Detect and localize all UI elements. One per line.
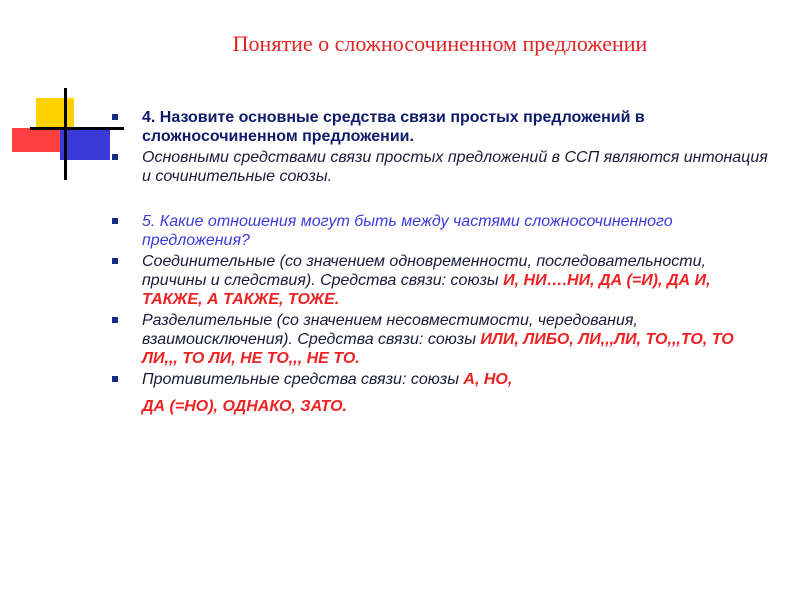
bullet-icon	[112, 376, 118, 382]
connective-text: Соединительные (со значением одновременности, последовательности, причины и следствия). Средства связи: союзы	[142, 253, 706, 289]
decor-vertical-line	[64, 88, 67, 180]
bullet-icon	[112, 317, 118, 323]
adversative-continuation	[112, 397, 772, 416]
list-item-q4-question	[112, 108, 772, 146]
disjunctive-conjunctions: ИЛИ, ЛИБО, ЛИ,,,ЛИ, ТО,,,ТО, ТО ЛИ,,, ТО ЛИ, НЕ ТО,,, НЕ ТО.	[142, 331, 734, 367]
q5-question: 5. Какие отношения могут быть между частями сложносочиненного предложения?	[142, 213, 673, 249]
list-item-adversative	[112, 370, 772, 389]
q4-answer: Основными средствами связи простых предложений в ССП являются интонация и сочинительные союзы.	[142, 149, 768, 185]
q4-question: 4. Назовите основные средства связи простых предложений в сложносочиненном предложении.	[142, 109, 645, 145]
spacer	[112, 186, 772, 212]
slide-content	[112, 108, 772, 416]
bullet-icon	[112, 218, 118, 224]
adversative-conjunctions-continued: ДА (=НО), ОДНАКО, ЗАТО.	[142, 398, 347, 415]
bullet-icon	[112, 154, 118, 160]
adversative-paragraph	[142, 370, 772, 389]
list-item-disjunctive	[112, 311, 772, 368]
bullet-icon	[112, 258, 118, 264]
disjunctive-paragraph	[142, 311, 772, 368]
adversative-text: Противительные средства связи: союзы	[142, 371, 464, 388]
disjunctive-text: Разделительные (со значением несовместимости, чередования, взаимоисключения). Средства связи: союзы	[142, 312, 638, 348]
list-item-connective	[112, 252, 772, 309]
decor-horizontal-line	[30, 127, 124, 130]
decor-blue-square	[60, 128, 110, 160]
connective-conjunctions: И, НИ….НИ, ДА (=И), ДА И, ТАКЖЕ, А ТАКЖЕ, ТОЖЕ.	[142, 272, 711, 308]
decor-red-square	[12, 128, 62, 152]
bullet-icon	[112, 114, 118, 120]
list-item-q5-question	[112, 212, 772, 250]
slide-title: Понятие о сложносочиненном предложении	[232, 31, 648, 56]
adversative-conjunctions: А, НО,	[463, 371, 513, 388]
list-item-q4-answer	[112, 148, 772, 186]
connective-paragraph	[142, 252, 772, 309]
